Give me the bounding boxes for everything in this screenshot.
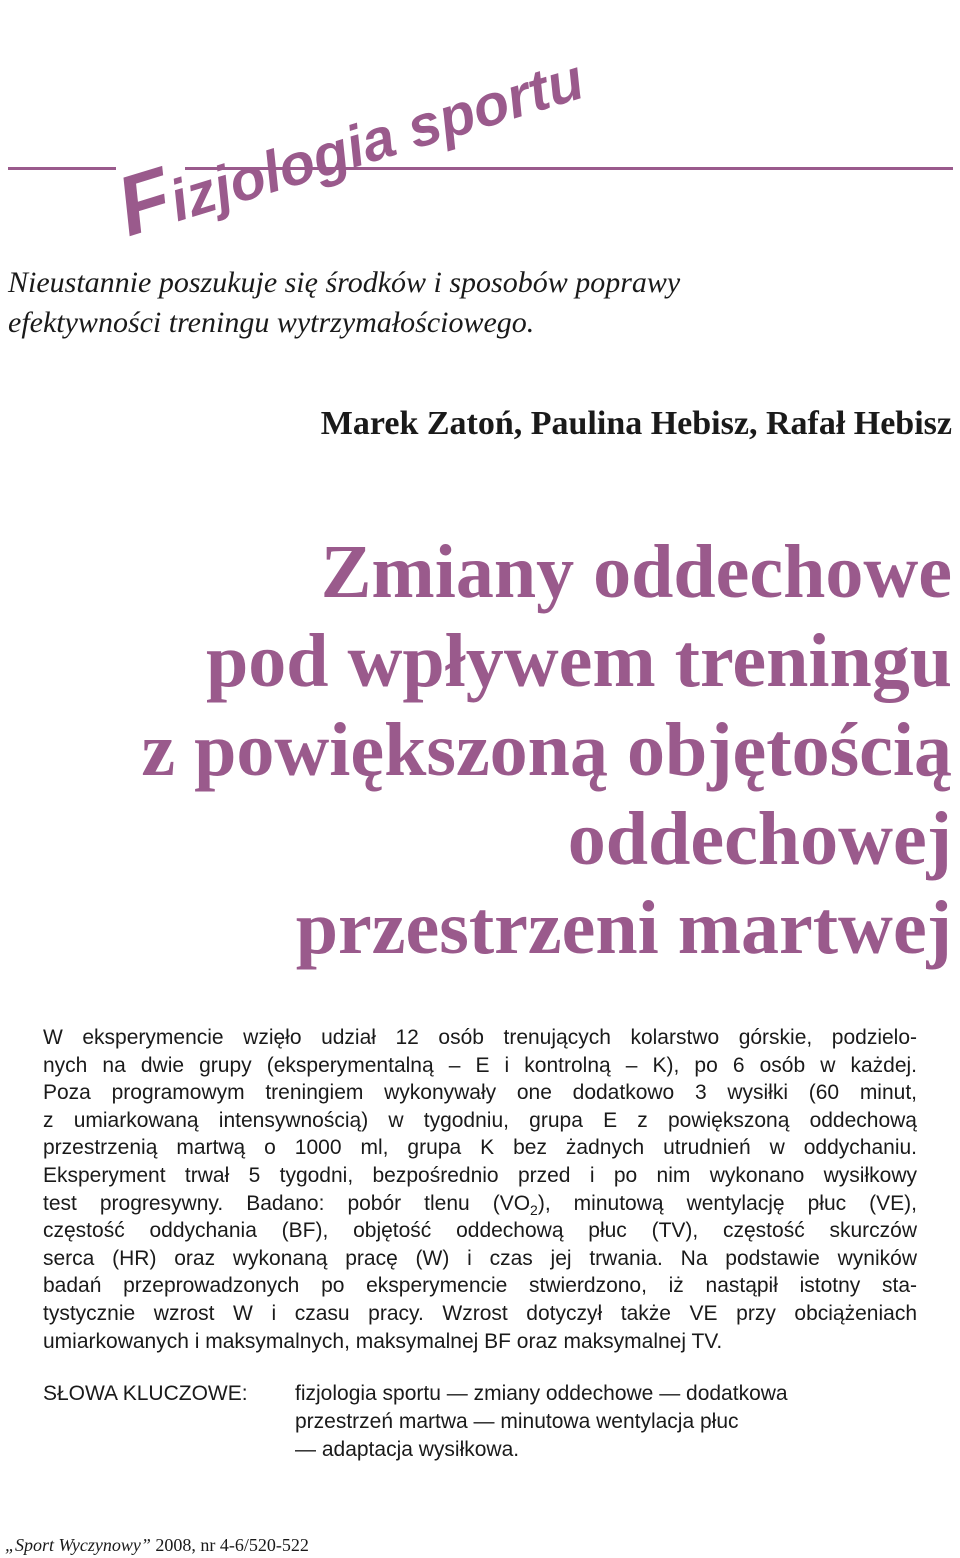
article-title-line: z powiększoną objętością (141, 708, 952, 792)
abstract-line: nych na dwie grupy (eksperymentalną – E i kontrolną – K), po 6 osób w każdej. (43, 1053, 917, 1077)
article-title-line: oddechowej (567, 797, 952, 881)
abstract-line: Eksperyment trwał 5 tygodni, bezpośrednio przed i po nim wykonano wysiłkowy (43, 1163, 917, 1187)
abstract-line: z umiarkowaną intensywnością) w tygodniu, grupa E z powiększoną oddechową (43, 1108, 917, 1132)
abstract-line: serca (HR) oraz wykonaną pracę (W) i czas jej trwania. Na podstawie wyników (43, 1246, 917, 1270)
article-title (52, 528, 952, 973)
abstract-line-with-subscript (43, 1190, 917, 1218)
abstract-line: Poza programowym treningiem wykonywały one dodatkowo 3 wysiłki (60 minut, (43, 1081, 917, 1105)
citation-journal: „Sport Wyczynowy” (5, 1535, 151, 1555)
article-title-line: przestrzeni martwej (295, 886, 952, 970)
lead-line: efektywności treningu wytrzymałościowego. (8, 306, 535, 339)
subscript: 2 (530, 1201, 538, 1218)
article-title-line: pod wpływem treningu (205, 619, 952, 703)
section-header (0, 0, 960, 254)
lead-text (8, 263, 908, 343)
abstract-line: W eksperymencie wzięło udział 12 osób trenujących kolarstwo górskie, podzielo- (43, 1026, 917, 1049)
abstract-line: badań przeprowadzonych po eksperymencie stwierdzono, iż nastąpił istotny sta- (43, 1274, 917, 1298)
section-title-initial: F (105, 148, 183, 254)
abstract-line: częstość oddychania (BF), objętość oddechową płuc (TV), częstość skurczów (43, 1219, 917, 1243)
abstract-text: test progresywny. Badano: pobór tlenu (VO (43, 1191, 531, 1215)
abstract (43, 1024, 917, 1355)
citation-details: 2008, nr 4-6/520-522 (150, 1535, 309, 1555)
keywords-line: fizjologia sportu — zmiany oddechowe — dodatkowa (295, 1382, 788, 1405)
abstract-line: tystycznie wzrost W i czasu pracy. Wzrost dotyczył także VE przy obciążeniach (43, 1301, 917, 1325)
keywords-line: — adaptacja wysiłkowa. (295, 1438, 520, 1461)
citation (5, 1535, 309, 1556)
authors: Marek Zatoń, Paulina Hebisz, Rafał Hebisz (320, 405, 952, 442)
keywords-list (295, 1380, 915, 1464)
abstract-line: przestrzenią martwą o 1000 ml, grupa K bez żadnych utrudnień w oddychaniu. (43, 1136, 917, 1160)
article-title-line: Zmiany oddechowe (320, 530, 952, 614)
keywords-line: przestrzeń martwa — minutowa wentylacja płuc (295, 1410, 739, 1433)
abstract-line: umiarkowanych i maksymalnych, maksymalnej BF oraz maksymalnej TV. (43, 1329, 723, 1353)
section-title-rest: izjologia sportu (162, 46, 591, 234)
section-title (105, 28, 591, 254)
keywords-label: SŁOWA KLUCZOWE: (43, 1382, 248, 1405)
lead-line: Nieustannie poszukuje się środków i sposobów poprawy (8, 266, 681, 299)
header-rule-left (8, 167, 116, 170)
abstract-text: ), minutową wentylację płuc (VE), (537, 1191, 917, 1215)
